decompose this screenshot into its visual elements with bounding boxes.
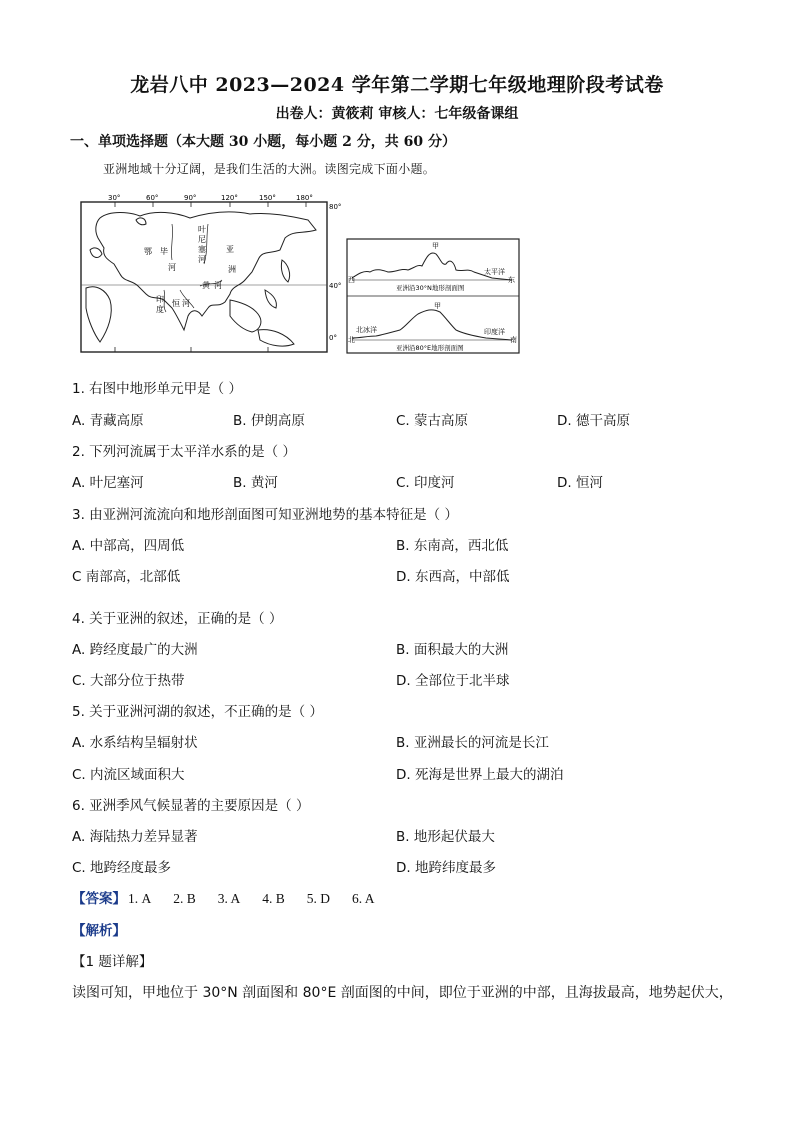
direction-label: 南 <box>510 336 517 344</box>
place-label: 叶 <box>198 225 206 234</box>
option[interactable]: D. 恒河 <box>557 475 603 491</box>
option[interactable]: C. 内流区域面积大 <box>72 767 185 783</box>
place-label: 印 <box>156 295 164 304</box>
option[interactable]: B. 东南高，西北低 <box>396 538 509 554</box>
place-label: 塞 <box>198 245 206 254</box>
answer-item: 6. A <box>352 891 375 906</box>
option[interactable]: B. 地形起伏最大 <box>396 829 495 845</box>
lon-label: 120° <box>221 194 238 202</box>
terrain-profiles-figure <box>346 238 520 354</box>
option[interactable]: C. 蒙古高原 <box>396 413 469 429</box>
question-stem: 2. 下列河流属于太平洋水系的是（ ） <box>72 444 296 460</box>
place-label: 毕 <box>160 247 168 256</box>
option[interactable]: A. 青藏高原 <box>72 413 144 429</box>
section-heading: 一、单项选择题（本大题 30 小题，每小题 2 分，共 60 分） <box>70 134 456 150</box>
option[interactable]: A. 跨经度最广的大洲 <box>72 642 198 658</box>
option[interactable]: D. 全部位于北半球 <box>396 673 510 689</box>
answer-item: 2. B <box>173 891 196 906</box>
place-label: 亚 <box>226 245 234 254</box>
option[interactable]: B. 面积最大的大洲 <box>396 642 509 658</box>
option[interactable]: D. 地跨纬度最多 <box>396 860 496 876</box>
lon-label: 60° <box>146 194 159 202</box>
peak-label: 甲 <box>434 302 441 310</box>
direction-label: 西 <box>348 276 355 284</box>
option[interactable]: B. 黄河 <box>233 475 278 491</box>
question-stem: 6. 亚洲季风气候显著的主要原因是（ ） <box>72 798 310 814</box>
answer-item: 5. D <box>306 891 331 906</box>
option[interactable]: C. 印度河 <box>396 475 455 491</box>
lat-label: 40° <box>329 282 342 290</box>
option[interactable]: D. 东西高，中部低 <box>396 569 510 585</box>
question-stem: 4. 关于亚洲的叙述，正确的是（ ） <box>72 611 283 627</box>
place-label: 河 <box>214 281 222 290</box>
answer-line <box>72 887 397 907</box>
option[interactable]: B. 伊朗高原 <box>233 413 305 429</box>
page-subtitle: 出卷人：黄筱莉 审核人：七年级备课组 <box>275 106 519 122</box>
place-label: 恒 <box>172 299 180 308</box>
ocean-label: 太平洋 <box>484 268 505 276</box>
answer-item: 4. B <box>262 891 285 906</box>
answer-label: 【答案】 <box>72 891 126 906</box>
option[interactable]: A. 海陆热力差异显著 <box>72 829 198 845</box>
option[interactable]: A. 中部高，四周低 <box>72 538 185 554</box>
question-intro: 亚洲地域十分辽阔，是我们生活的大洲。读图完成下面小题。 <box>103 162 436 176</box>
ocean-label: 北冰洋 <box>356 326 377 334</box>
page-title: 龙岩八中 2023—2024 学年第二学期七年级地理阶段考试卷 <box>130 74 664 96</box>
lon-label: 150° <box>259 194 276 202</box>
place-label: 黄 <box>202 281 210 290</box>
direction-label: 东 <box>508 276 515 284</box>
option[interactable]: A. 叶尼塞河 <box>72 475 144 491</box>
option[interactable]: A. 水系结构呈辐射状 <box>72 735 198 751</box>
option[interactable]: C. 大部分位于热带 <box>72 673 185 689</box>
lon-label: 90° <box>184 194 197 202</box>
question-stem: 1. 右图中地形单元甲是（ ） <box>72 381 242 397</box>
analysis-label: 【解析】 <box>72 923 126 939</box>
option[interactable]: C 南部高，北部低 <box>72 569 181 585</box>
place-label: 河 <box>198 255 206 264</box>
question-stem: 3. 由亚洲河流流向和地形剖面图可知亚洲地势的基本特征是（ ） <box>72 507 458 523</box>
analysis-detail-label: 【1 题详解】 <box>72 954 153 970</box>
profile-caption: 亚洲沿80°E地形剖面图 <box>396 344 464 352</box>
option[interactable]: C. 地跨经度最多 <box>72 860 172 876</box>
ocean-label: 印度洋 <box>484 328 505 336</box>
peak-label: 甲 <box>432 242 439 250</box>
answer-item: 3. A <box>217 891 241 906</box>
option[interactable]: D. 死海是世界上最大的湖泊 <box>396 767 564 783</box>
place-label: 度 <box>156 305 164 314</box>
answer-item: 1. A <box>128 891 152 906</box>
asia-map-figure <box>80 190 342 354</box>
lon-label: 180° <box>296 194 313 202</box>
analysis-text: 读图可知，甲地位于 30°N 剖面图和 80°E 剖面图的中间，即位于亚洲的中部，且海拔最高，地势起伏大， <box>72 985 733 1001</box>
lat-label: 0° <box>329 334 337 342</box>
place-label: 洲 <box>228 265 236 274</box>
lat-label: 80° <box>329 203 342 211</box>
place-label: 鄂 <box>144 247 152 256</box>
profile-caption: 亚洲沿30°N地形剖面图 <box>396 284 465 292</box>
question-stem: 5. 关于亚洲河湖的叙述，不正确的是（ ） <box>72 704 323 720</box>
direction-label: 北 <box>348 336 355 344</box>
place-label: 尼 <box>198 235 206 244</box>
option[interactable]: B. 亚洲最长的河流是长江 <box>396 735 549 751</box>
option[interactable]: D. 德干高原 <box>557 413 630 429</box>
place-label: 河 <box>182 299 190 308</box>
place-label: 河 <box>168 263 176 272</box>
lon-label: 30° <box>108 194 121 202</box>
